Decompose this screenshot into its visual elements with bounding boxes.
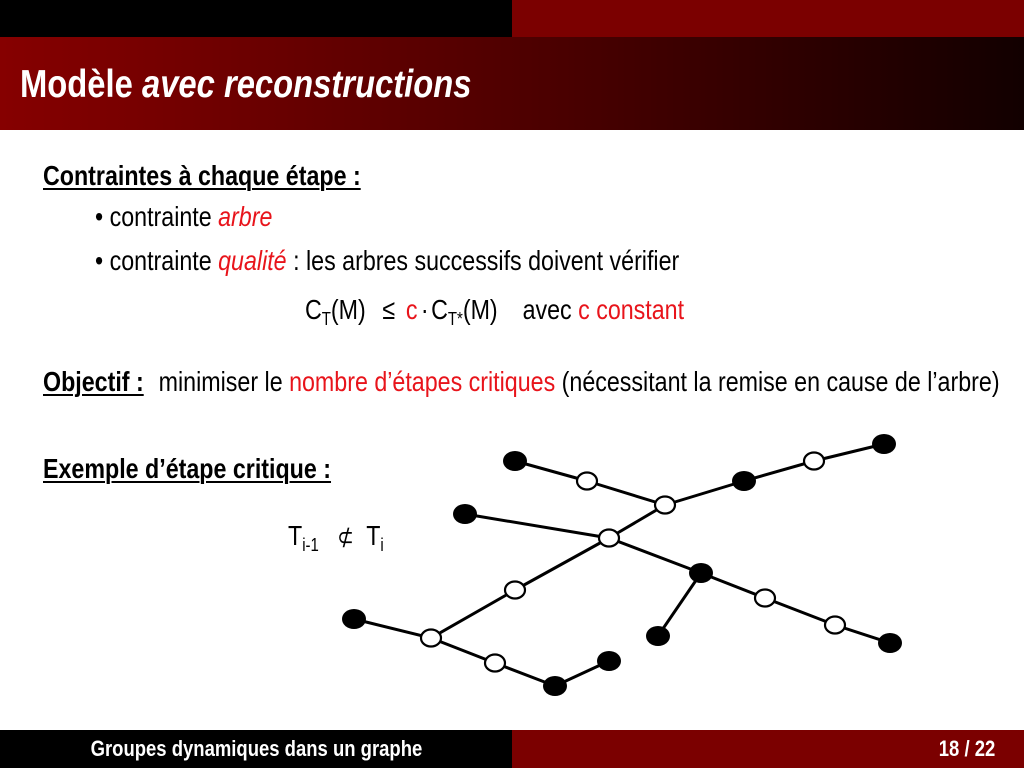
- graph-node-hollow: [755, 590, 775, 607]
- graph-edge: [658, 573, 701, 636]
- graph-node-filled: [453, 504, 477, 524]
- objective-heading: Objectif :: [43, 366, 144, 397]
- formula-rhs-subscript: T*: [447, 309, 463, 329]
- formula-factor: c: [405, 294, 418, 325]
- objective-text-after: (nécessitant la remise en cause de l’arbre): [561, 366, 1000, 397]
- footer-presentation-title: Groupes dynamiques dans un graphe: [90, 736, 422, 761]
- page-number: 18 / 22: [938, 736, 995, 761]
- graph-node-hollow: [421, 630, 441, 647]
- bullet-marker: •: [95, 201, 104, 232]
- graph-nodes: [342, 434, 902, 696]
- formula-rhs-argument: (M): [462, 294, 498, 325]
- not-subset-icon: ⊄: [337, 523, 354, 551]
- graph-node-hollow: [505, 582, 525, 599]
- graph-node-filled: [543, 676, 567, 696]
- constraint-label: contrainte: [109, 201, 212, 232]
- formula-lhs-subscript: T: [321, 309, 331, 329]
- bullet-marker: •: [95, 245, 104, 276]
- formula-rhs-symbol: C: [431, 294, 448, 325]
- graph-node-filled: [597, 651, 621, 671]
- graph-node-filled: [646, 626, 670, 646]
- graph-edge: [587, 481, 665, 505]
- objective-highlight: nombre d’étapes critiques: [289, 366, 556, 397]
- graph-edge: [665, 481, 744, 505]
- footer-left: [0, 730, 512, 768]
- header-strip-left: [0, 0, 512, 37]
- relation-left-subscript: i-1: [302, 535, 319, 555]
- constraint-label: contrainte: [109, 245, 212, 276]
- constraint-emphasis: arbre: [218, 201, 273, 232]
- constraint-emphasis: qualité: [218, 245, 287, 276]
- example-heading: Exemple d’étape critique :: [43, 453, 332, 484]
- constraint-description: : les arbres successifs doivent vérifier: [293, 245, 680, 276]
- graph-node-filled: [342, 609, 366, 629]
- graph-node-filled: [878, 633, 902, 653]
- objective-text-before: minimiser le: [158, 366, 283, 397]
- constraint-item-quality: [95, 245, 679, 277]
- footer-right: [512, 730, 1024, 768]
- header-strip-right: [512, 0, 1024, 37]
- relation-right-subscript: i: [380, 535, 384, 555]
- formula-condition: c constant: [578, 294, 685, 325]
- graph-edge: [354, 619, 431, 638]
- graph-edge: [431, 590, 515, 638]
- graph-node-hollow: [577, 473, 597, 490]
- objective-line: [43, 366, 1000, 398]
- graph-node-hollow: [804, 453, 824, 470]
- graph-node-hollow: [825, 617, 845, 634]
- formula-relation-symbol: ≤: [382, 294, 396, 325]
- graph-edges: [354, 444, 890, 686]
- graph-node-filled: [732, 471, 756, 491]
- slide-title: [20, 63, 472, 107]
- formula-lhs-argument: (M): [330, 294, 366, 325]
- graph-node-filled: [689, 563, 713, 583]
- graph-edge: [609, 538, 701, 573]
- title-bar: [0, 37, 1024, 130]
- graph-node-filled: [872, 434, 896, 454]
- tree-diagram: [330, 425, 920, 705]
- graph-edge: [515, 538, 609, 590]
- relation-right-tree: T: [366, 520, 381, 551]
- formula-dot: ·: [420, 294, 429, 325]
- graph-edge: [465, 514, 609, 538]
- graph-node-hollow: [599, 530, 619, 547]
- graph-node-filled: [503, 451, 527, 471]
- formula-connector: avec: [522, 294, 572, 325]
- constraints-heading: Contraintes à chaque étape :: [43, 160, 361, 191]
- relation-left-tree: T: [288, 520, 303, 551]
- graph-edge: [765, 598, 835, 625]
- quality-formula: [305, 294, 684, 328]
- constraint-item-tree: [95, 201, 272, 233]
- slide-title-italic: avec reconstructions: [141, 63, 472, 106]
- graph-node-hollow: [485, 655, 505, 672]
- graph-node-hollow: [655, 497, 675, 514]
- formula-lhs-symbol: C: [305, 294, 322, 325]
- slide-title-regular: Modèle: [20, 63, 133, 106]
